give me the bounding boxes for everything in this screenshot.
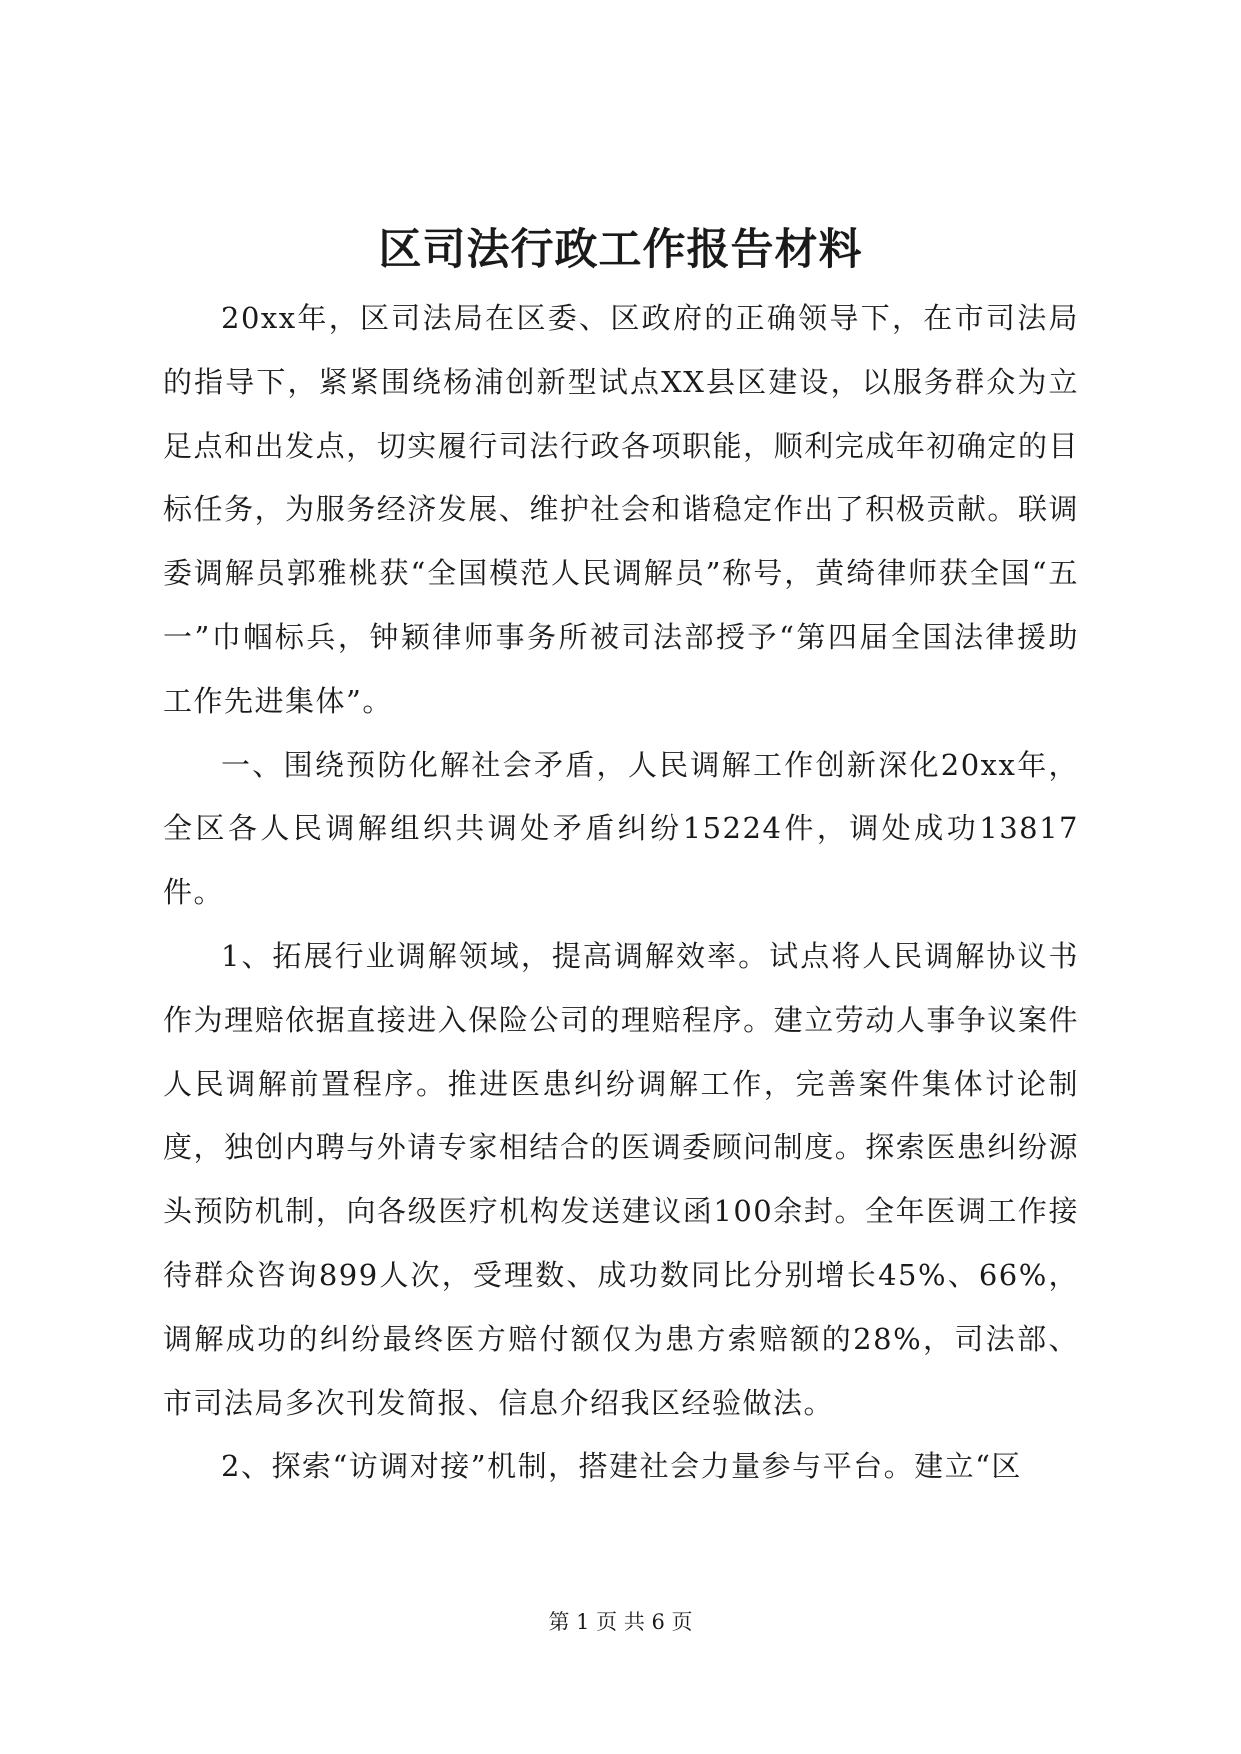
page-number-footer: 第 1 页 共 6 页 — [548, 1610, 693, 1634]
paragraph-item-one: 1、拓展行业调解领域，提高调解效率。试点将人民调解协议书作为理赔依据直接进入保险公司的理赔程序。建立劳动人事争议案件人民调解前置程序。推进医患纠纷调解工作，完善案件集体讨论制度，独创内聘与外请专家相结合的医调委顾问制度。探索医患纠纷源头预防机制，向各级医疗机构发送建议函100余封。全年医调工作接待群众咨询899人次，受理数、成功数同比分别增长45%、66%，调解成功的纠纷最终医方赔付额仅为患方索赔额的28%，司法部、市司法局多次刊发简报、信息介绍我区经验做法。 — [163, 938, 1079, 1420]
document-title: 区司法行政工作报告材料 — [378, 225, 863, 275]
paragraph-intro: 20xx年，区司法局在区委、区政府的正确领导下，在市司法局的指导下，紧紧围绕杨浦创新型试点XX县区建设，以服务群众为立足点和出发点，切实履行司法行政各项职能，顺利完成年初确定的目标任务，为服务经济发展、维护社会和谐稳定作出了积极贡献。联调委调解员郭雅桃获“全国模范人民调解员”称号，黄绮律师获全国“五一”巾帼标兵，钟颖律师事务所被司法部授予“第四届全国法律援助工作先进集体”。 — [163, 301, 1079, 718]
paragraph-section-one: 一、围绕预防化解社会矛盾，人民调解工作创新深化20xx年，全区各人民调解组织共调处矛盾纠纷15224件，调处成功13817件。 — [163, 747, 1079, 910]
paragraph-item-two: 2、探索“访调对接”机制，搭建社会力量参与平台。建立“区 — [221, 1449, 1022, 1484]
document-body — [163, 287, 1079, 1499]
